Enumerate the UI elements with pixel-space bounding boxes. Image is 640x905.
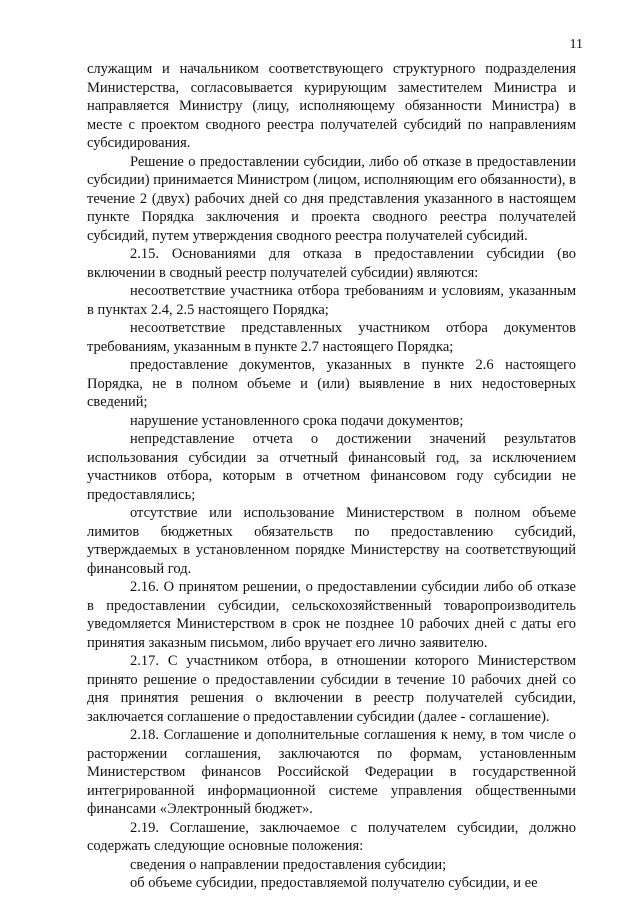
paragraph: 2.16. О принятом решении, о предоставлении субсидии либо об отказе в предоставлении субсидии, сельскохозяйственный товаропроизводитель уведомляется Министерством в срок не позднее 10 рабочих дней с даты его принятия заказным письмом, либо вручает его лично заявителю. — [87, 579, 576, 651]
paragraph: несоответствие представленных участником отбора документов требованиям, указанным в пункте 2.7 настоящего Порядка; — [87, 320, 576, 355]
paragraph: предоставление документов, указанных в пункте 2.6 настоящего Порядка, не в полном объеме и (или) выявление в них недостоверных сведений; — [87, 357, 576, 410]
paragraph: 2.15. Основаниями для отказа в предоставлении субсидии (во включении в сводный реестр получателей субсидии) являются: — [87, 246, 576, 281]
paragraph: непредставление отчета о достижении значений результатов использования субсидии за отчетный финансовый год, за исключением участников отбора, которым в отчетном финансовом году субсидии не предоставлялись; — [87, 431, 576, 503]
paragraph: 2.19. Соглашение, заключаемое с получателем субсидии, должно содержать следующие основные положения: — [87, 819, 576, 854]
paragraph: сведения о направлении предоставления субсидии; — [130, 856, 447, 873]
page-number: 11 — [569, 37, 583, 52]
paragraph: служащим и начальником соответствующего структурного подразделения Министерства, согласовывается курирующим заместителем Министра и направляется Министру (лицу, исполняющему обязанности Министра) в месте с проектом сводного реестра получателей субсидий по направлениям субсидирования. — [87, 61, 576, 151]
paragraph: нарушение установленного срока подачи документов; — [130, 412, 464, 429]
paragraph: 2.17. С участником отбора, в отношении которого Министерством принято решение о предоставлении субсидии в течение 10 рабочих дней со дня принятия решения о включении в реестр получателей субсидии, заключается соглашение о предоставлении субсидии (далее - соглашение). — [87, 653, 576, 725]
paragraph: Решение о предоставлении субсидии, либо об отказе в предоставлении субсидии) принимается Министром (лицом, исполняющим его обязанности), в течение 2 (двух) рабочих дней со дня представления указанного в настоящем пункте Порядка заключения и проекта сводного реестра получателей субсидий, путем утверждения сводного реестра получателей субсидий. — [87, 153, 576, 244]
document-body — [87, 60, 576, 893]
paragraph: об объеме субсидии, предоставляемой получателю субсидии, и ее — [130, 875, 538, 891]
paragraph: отсутствие или использование Министерством в полном объеме лимитов бюджетных обязательств по предоставлению субсидий, утверждаемых в установленном порядке Министерству на соответствующий финансовый год. — [87, 505, 576, 577]
paragraph: 2.18. Соглашение и дополнительные соглашения к нему, в том числе о расторжении соглашения, заключаются по формам, установленным Министерством финансов Российской Федерации в государственной интегрированной информационной системе управления общественными финансами «Электронный бюджет». — [87, 727, 576, 817]
paragraph: несоответствие участника отбора требованиям и условиям, указанным в пунктах 2.4, 2.5 настоящего Порядка; — [87, 283, 576, 318]
